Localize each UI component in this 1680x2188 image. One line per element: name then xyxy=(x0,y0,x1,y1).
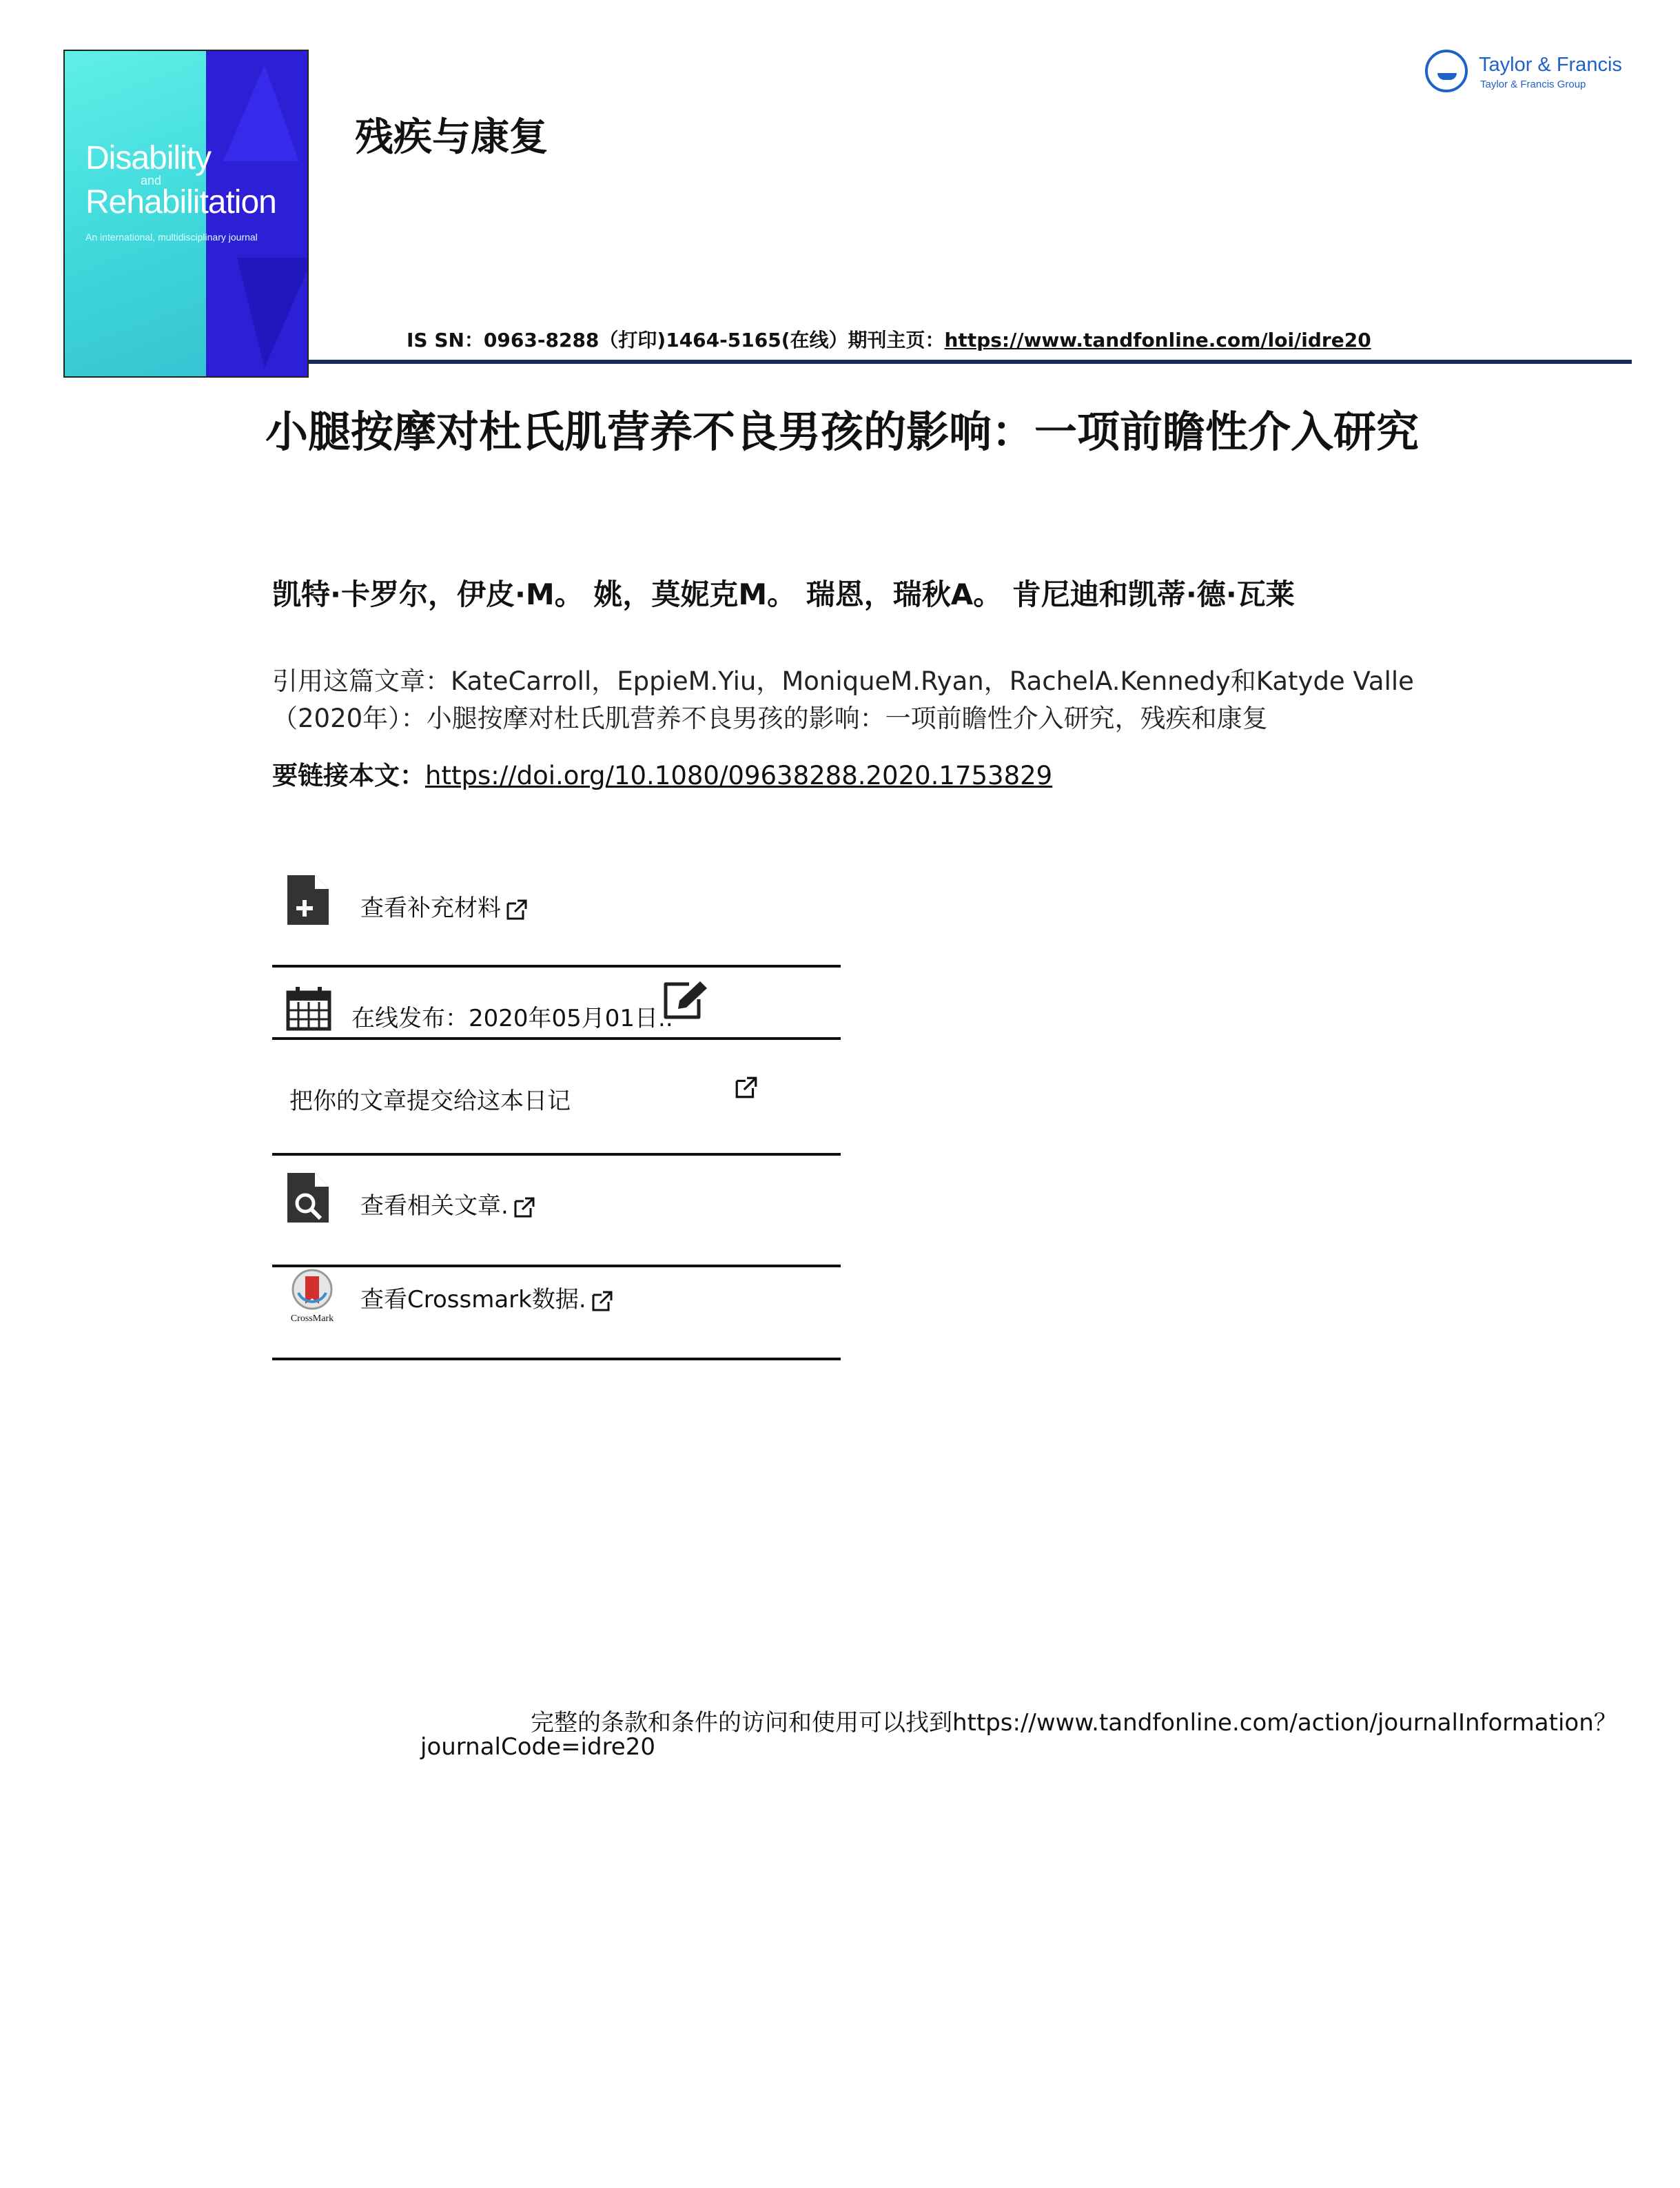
related-label: 查看相关文章. xyxy=(360,1192,509,1220)
divider xyxy=(272,1153,841,1156)
search-file-icon xyxy=(286,1172,330,1224)
edit-icon xyxy=(662,979,710,1021)
terms-text: 完整的条款和条件的访问和使用可以找到https://www.tandfonline.com/action/journalInformation？ xyxy=(531,1709,1617,1737)
divider xyxy=(272,1037,841,1040)
crossmark-data-label: 查看Crossmark数据. xyxy=(360,1286,586,1313)
add-file-icon xyxy=(286,874,330,926)
calendar-icon xyxy=(286,985,331,1031)
divider xyxy=(272,1265,841,1267)
terms-text-continued: journalCode=idre20 xyxy=(420,1733,655,1761)
journal-title: 残疾与康复 xyxy=(355,115,548,160)
cover-title-line2: Rehabilitation xyxy=(85,184,276,221)
header-divider xyxy=(309,360,1632,364)
issn-line xyxy=(407,325,1371,353)
view-supplementary-link[interactable] xyxy=(360,889,529,923)
cover-title-line1: Disability xyxy=(85,140,212,176)
article-link-line xyxy=(272,755,1052,792)
divider xyxy=(272,965,841,968)
cover-subtitle: An international, multidisciplinary journal xyxy=(85,232,258,243)
journal-homepage-link[interactable]: https://www.tandfonline.com/loi/idre20 xyxy=(944,329,1371,351)
crossmark-label: CrossMark xyxy=(290,1313,334,1324)
divider xyxy=(272,1358,841,1360)
crossmark-logo xyxy=(286,1268,338,1323)
external-link-icon xyxy=(505,898,529,921)
external-link-icon[interactable] xyxy=(734,1075,759,1100)
journal-cover-image xyxy=(63,50,309,378)
publisher-group: Taylor & Francis Group xyxy=(1480,79,1586,90)
view-crossmark-link[interactable] xyxy=(360,1280,614,1314)
issn-text: IS SN：0963-8288（打印)1464-5165(在线）期刊主页： xyxy=(407,329,945,351)
cover-title-and: and xyxy=(141,174,162,187)
published-online-date: 在线发布：2020年05月01日.. xyxy=(351,1005,673,1032)
publisher-logo[interactable] xyxy=(1425,50,1632,98)
publisher-lamp-icon xyxy=(1425,50,1468,92)
crossmark-icon xyxy=(286,1268,338,1311)
view-related-link[interactable] xyxy=(360,1187,536,1220)
external-link-icon xyxy=(513,1196,536,1219)
article-title: 小腿按摩对杜氏肌营养不良男孩的影响：一项前瞻性介入研究 xyxy=(265,407,1420,457)
publisher-name: Taylor & Francis xyxy=(1479,54,1622,76)
supplementary-label: 查看补充材料 xyxy=(360,894,501,922)
article-link-label: 要链接本文： xyxy=(272,761,425,790)
external-link-icon xyxy=(591,1289,614,1313)
citation-text: 引用这篇文章：KateCarroll，EppieM.Yiu，MoniqueM.Ryan，RachelA.Kennedy和Katyde Valle（2020年）：小腿按摩对杜氏肌营养不良男孩的影响：一项前瞻性介入研究，残疾和康复 xyxy=(272,666,1414,733)
submit-article-link[interactable]: 把你的文章提交给这本日记 xyxy=(289,1087,571,1115)
doi-link[interactable]: https://doi.org/10.1080/09638288.2020.1753829 xyxy=(425,761,1053,790)
article-authors: 凯特·卡罗尔，伊皮·M。 姚，莫妮克M。 瑞恩，瑞秋A。 肯尼迪和凯蒂·德·瓦莱 xyxy=(272,577,1295,611)
